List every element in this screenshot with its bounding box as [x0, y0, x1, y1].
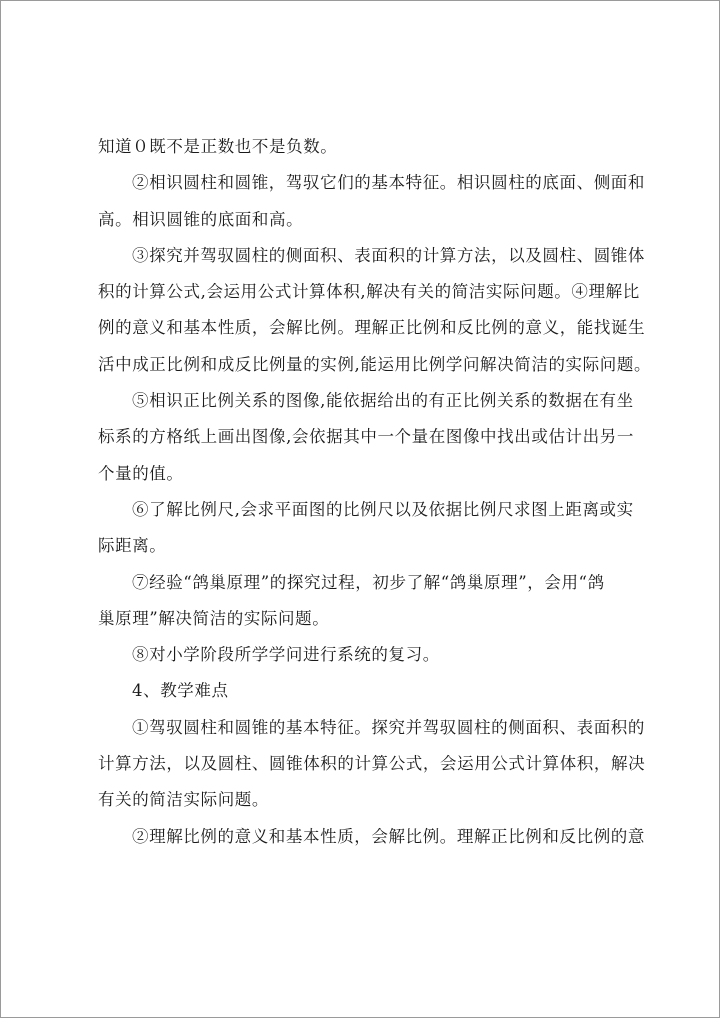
text-line: 知道０既不是正数也不是负数。 — [98, 137, 338, 156]
text-line: 例的意义和基本性质，会解比例。理解正比例和反比例的意义，能找诞生 — [98, 318, 646, 338]
text-line: ⑦经验“鸽巢原理”的探究过程，初步了解“鸽巢原理”，会用“鸽 — [132, 572, 605, 592]
text-line: ⑤相识正比例关系的图像,能依据给出的有正比例关系的数据在有坐 — [132, 391, 634, 411]
text-line: 个量的值。 — [98, 463, 184, 483]
text-line: 巢原理”解决简洁的实际问题。 — [98, 608, 330, 628]
text-line: ①驾驭圆柱和圆锥的基本特征。探究并驾驭圆柱的侧面积、表面积的 — [132, 717, 645, 737]
text-line: ③探究并驾驭圆柱的侧面积、表面积的计算方法，以及圆柱、圆锥体 — [132, 245, 645, 265]
text-line: 际距离。 — [98, 536, 167, 556]
text-line: ②理解比例的意义和基本性质，会解比例。理解正比例和反比例的意 — [132, 826, 645, 846]
document-body — [98, 129, 652, 855]
text-line: 高。相识圆锥的底面和高。 — [98, 209, 304, 229]
text-line: ⑥了解比例尺,会求平面图的比例尺以及依据比例尺求图上距离或实 — [132, 499, 634, 519]
text-line: 活中成正比例和成反比例量的实例,能运用比例学问解决简洁的实际问题。 — [98, 354, 652, 374]
text-line: 有关的简洁实际问题。 — [98, 790, 269, 810]
section-heading: 4、教学难点 — [132, 681, 229, 701]
text-line: ②相识圆柱和圆锥，驾驭它们的基本特征。相识圆柱的底面、侧面和 — [132, 173, 645, 193]
text-line: 标系的方格纸上画出图像,会依据其中一个量在图像中找出或估计出另一 — [98, 427, 634, 447]
text-line: 积的计算公式,会运用公式计算体积,解决有关的简洁实际问题。④理解比 — [98, 282, 640, 302]
text-line: ⑧对小学阶段所学学问进行系统的复习。 — [132, 645, 440, 665]
text-line: 计算方法，以及圆柱、圆锥体积的计算公式，会运用公式计算体积，解决 — [98, 754, 646, 774]
